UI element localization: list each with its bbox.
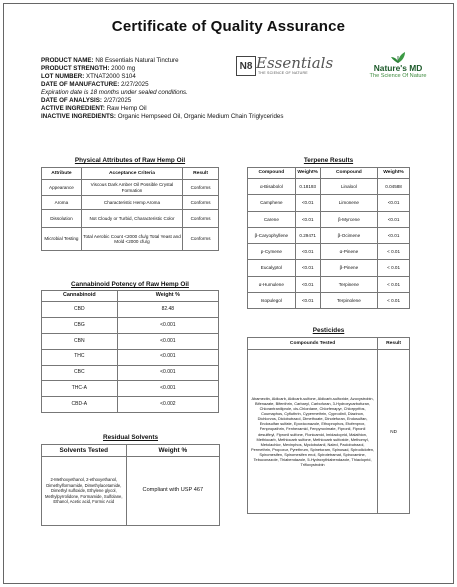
table-header: Weight % [126,445,219,457]
n8-logo-tagline: THE SCIENCE OF NATURE [258,71,308,75]
table-cell: 0.04588 [378,179,410,195]
table-cell: Conforms [183,228,219,251]
table-row [42,302,219,318]
table-cell: <0.01 [295,293,320,309]
pesticide-result: ND [378,350,410,514]
table-row [42,317,219,333]
analysis-date-label: DATE OF ANALYSIS: [41,97,102,104]
table-row [248,260,410,276]
table-cell: CBD-A [42,397,118,413]
table-cell: Terpinolene [320,293,377,309]
table-cell: <0.001 [117,349,218,365]
residual-solvents-table [41,444,220,526]
table-header: Cannabinoid [42,291,118,302]
table-cell: < 0.01 [378,244,410,260]
table-cell: Conforms [183,196,219,210]
active-ingredient-label: ACTIVE INGREDIENT: [41,105,105,112]
table-row [248,179,410,195]
table-cell: β-Myrcene [320,211,377,227]
pesticide-compounds: Abamectin, Aldicarb, Aldicarb-sulfone, Aldicarb-sulfoxide, Azoxystrobin, Bifenazate, Bifenthrin, Carbaryl, Carbofuran, 3-Hydroxycarbofuran, Chlorantraniliprole, cis-Chlordane, Chlorfenapyr, Chlorpyrifos, Coumaphos, Cyfluthrin, Cypermethrin, Cyprodinil, Diazinon, Dichlorvos, Diclobutrazol, Dimethoate, Dinotefuran, Endosulfan, Endosulfan sulfate, Epoxiconazole, Ethoprophos, Etofenprox, Fenpropathrin, Fenhexamid, Fenpyroximate, Fipronil, Fipronil desulfinyl, Fipronil sulfone, Flonicamid, Imidacloprid, Malathion, Methiocarb, Methiocarb sulfone, Methiocarb sulfoxide, Methomyl, Metolachlor, Mevinphos, Myclobutanil, Naled, Paclobutrazol, Permethrin, Propoxur, Pyrethrum, Spinetoram, Spinosad, Spirodiclofen, Spiromesifen, Spiromesifen enol, Spirotetramat, Spiroxamine, Tebuconazole, Thiabendazole, 5-Hydroxythiabendazole, Thiacloprid, Trifloxystrobin [248,350,378,514]
n8-logo-box: N8 [236,56,256,76]
cannabinoid-potency-title: Cannabinoid Potency of Raw Hemp Oil [71,281,189,288]
table-cell: <0.001 [117,317,218,333]
pesticides-table [247,337,410,514]
table-cell: <0.01 [378,227,410,243]
table-cell: < 0.01 [378,293,410,309]
table-header: Compound [248,168,296,179]
table-cell: <0.01 [295,260,320,276]
pesticides-title: Pesticides [312,327,345,334]
table-cell: 0.18193 [295,179,320,195]
table-cell: Camphene [248,195,296,211]
n8-logo-word: Essentials [256,54,334,72]
table-cell: Linalool [320,179,377,195]
manufacture-date-label: DATE OF MANUFACTURE: [41,81,120,88]
table-header: Compounds Tested [248,338,378,350]
lot-number-label: LOT NUMBER: [41,73,85,80]
table-row [248,350,410,514]
table-cell: <0.001 [117,381,218,397]
table-header: Result [183,168,219,180]
terpene-results-table [247,167,410,309]
table-cell: Conforms [183,180,219,196]
natures-md-tagline: The Science Of Nature [369,73,427,79]
inactive-ingredients-label: INACTIVE INGREDIENTS: [41,113,116,120]
product-name-label: PRODUCT NAME: [41,57,94,64]
table-cell: Dissolution [42,210,82,228]
table-cell: <0.01 [295,276,320,292]
table-cell: Limonene [320,195,377,211]
table-cell: Total Aerobic Count <2000 cfu/g Total Yeast and Mold <2000 cfu/g [81,228,182,251]
table-cell: Carene [248,211,296,227]
table-cell: <0.01 [378,211,410,227]
terpene-results-title: Terpene Results [303,157,354,164]
table-row [248,244,410,260]
page-title: Certificate of Quality Assurance [111,18,346,35]
solvents-result: Compliant with USP 467 [126,457,219,526]
lot-number: XTNAT2000 S104 [86,73,136,80]
table-cell: α-Humulene [248,276,296,292]
natures-md-logo [358,51,438,85]
physical-attributes-table [41,167,219,251]
table-cell: THC [42,349,118,365]
table-header: Compound [320,168,377,179]
table-cell: < 0.01 [378,260,410,276]
table-header: Weight% [295,168,320,179]
table-cell: <0.001 [117,333,218,349]
table-cell: Not Cloudy or Turbid, Characteristic Color [81,210,182,228]
table-cell: 0.29471 [295,227,320,243]
certificate-page [3,3,454,584]
table-row [42,397,219,413]
inactive-ingredients: Organic Hempseed Oil, Organic Medium Chain Triglycerides [117,113,284,120]
table-cell: 82.48 [117,302,218,318]
residual-solvents-title: Residual Solvents [102,434,159,441]
table-row [248,211,410,227]
table-row [248,227,410,243]
manufacture-date: 2/27/2025 [121,81,149,88]
product-name: N8 Essentials Natural Tincture [95,57,179,64]
table-cell: <0.01 [295,211,320,227]
product-strength-label: PRODUCT STRENGTH: [41,65,110,72]
table-cell: <0.01 [295,195,320,211]
table-cell: Characteristic Hemp Aroma [81,196,182,210]
product-strength: 2000 mg [111,65,136,72]
table-row [42,457,220,526]
table-cell: CBC [42,365,118,381]
table-cell: <0.01 [295,244,320,260]
table-cell: CBD [42,302,118,318]
table-header: Result [378,338,410,350]
table-cell: <0.01 [378,195,410,211]
cannabinoid-potency-table [41,290,219,413]
table-cell: THC-A [42,381,118,397]
table-cell: Terpinene [320,276,377,292]
table-header: Weight % [117,291,218,302]
active-ingredient: Raw Hemp Oil [106,105,147,112]
table-cell: CBN [42,333,118,349]
table-row [42,381,219,397]
natures-md-name: Nature's MD [373,63,423,73]
n8-essentials-logo [236,54,334,80]
table-cell: Appearance [42,180,82,196]
table-header: Attribute [42,168,82,180]
table-cell: <0.001 [117,365,218,381]
table-row [42,333,219,349]
leaf-icon [390,51,406,63]
table-cell: β-Pinene [320,260,377,276]
table-cell: <0.002 [117,397,218,413]
table-header: Acceptance Criteria [81,168,182,180]
table-cell: Microbial Testing [42,228,82,251]
table-cell: α-Bisabolol [248,179,296,195]
expiration-note: Expiration date is 18 months under sealed conditions. [41,89,188,96]
table-cell: p-Cymene [248,244,296,260]
table-cell: α-Pinene [320,244,377,260]
table-cell: Aroma [42,196,82,210]
table-cell: β-Ocimene [320,227,377,243]
table-row [42,365,219,381]
table-cell: CBG [42,317,118,333]
table-cell: Viscous Dark Amber Oil Possible Crystal Formation [81,180,182,196]
physical-attributes-title: Physical Attributes of Raw Hemp Oil [74,157,186,164]
analysis-date: 2/27/2025 [103,97,132,104]
table-row [248,293,410,309]
table-cell: < 0.01 [378,276,410,292]
table-header: Weight% [378,168,410,179]
table-header: Solvents Tested [42,445,127,457]
table-cell: Eucalyptol [248,260,296,276]
table-cell: β-Caryophyllene [248,227,296,243]
table-row [42,349,219,365]
solvents-list: 2-Methoxyethanol, 2-ethoxyethanol, Dimethylformamide, Dimethylacetamide, Dimethyl sulfoxide, Ethylene glycol, Methylpyrrolidone, Formamide, Sulfolane, Ethanol, Acetic acid, Formic Acid [42,457,127,526]
table-cell: Isopulegol [248,293,296,309]
table-cell: Conforms [183,210,219,228]
table-row [248,276,410,292]
table-row [248,195,410,211]
